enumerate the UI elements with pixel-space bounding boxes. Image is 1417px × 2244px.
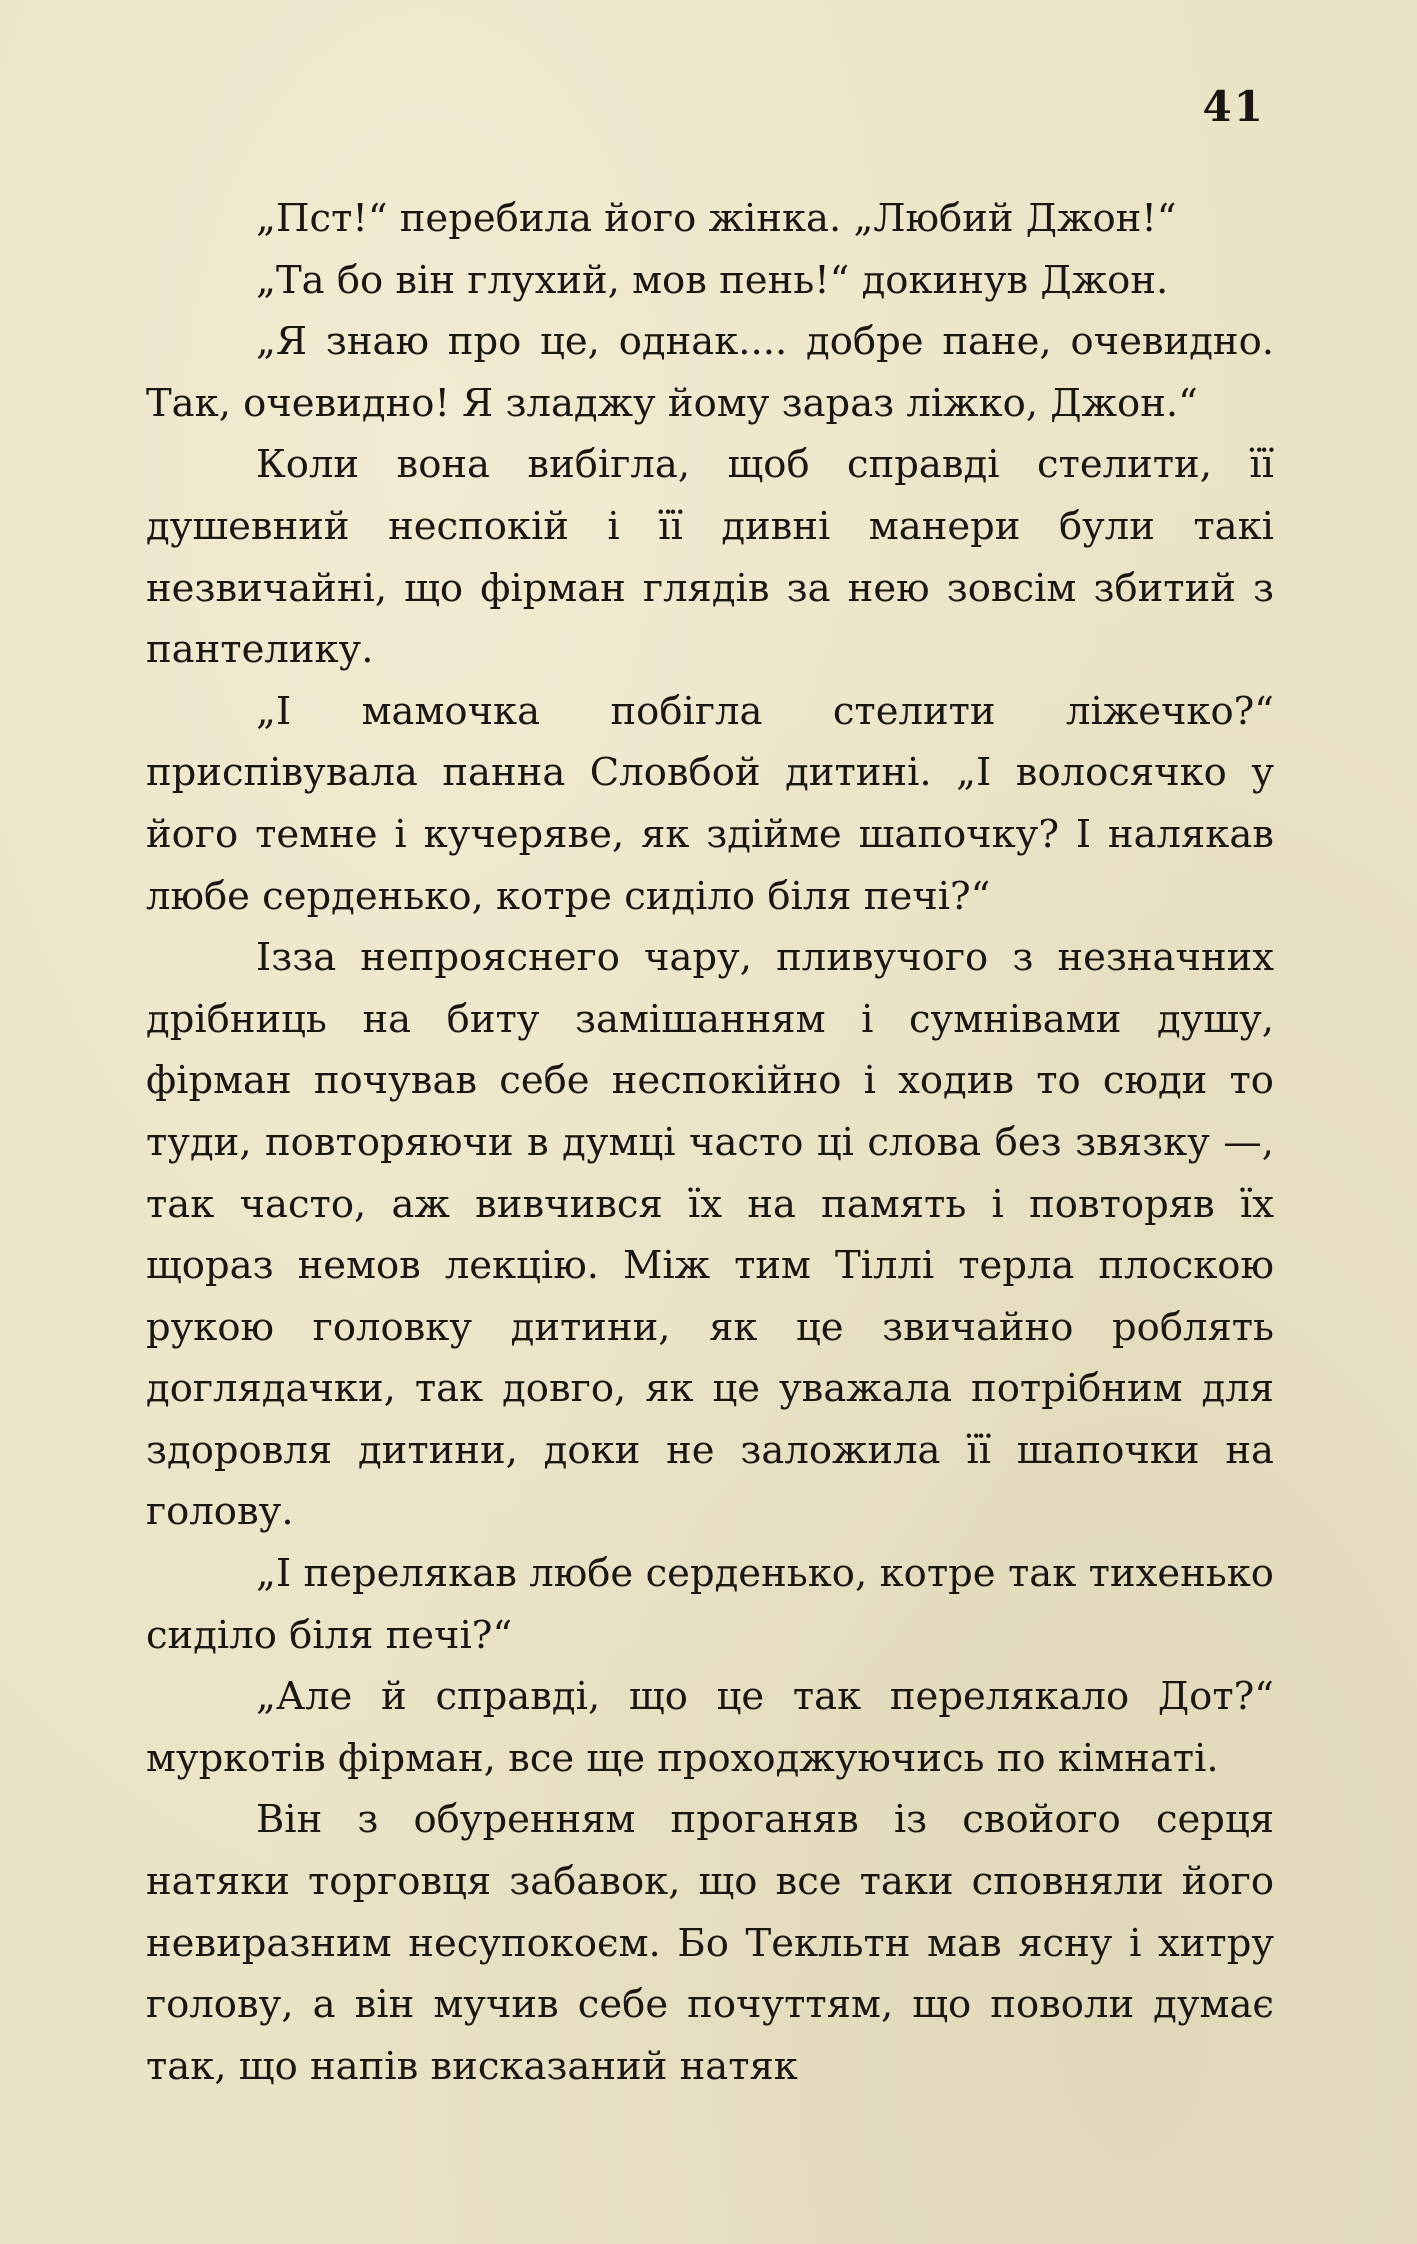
paragraph-5: „І мамочка побігла стелити ліжечко?“ приспівувала панна Словбой дитині. „І волосячко у його темне і кучеряве, як здійме шапочку? І налякав любе серденько, котре сиділо біля печі?“ (146, 688, 1274, 919)
paragraph-4: Коли вона вибігла, щоб справді стелити, її душевний неспокій і її дивні манери були такі незвичайні, що фірман глядів за нею зовсім збитий з пантелику. (146, 442, 1274, 673)
body-text (146, 188, 1274, 2097)
page-number: 41 (1202, 82, 1265, 131)
paragraph-7: „І перелякав любе серденько, котре так тихенько сиділо біля печі?“ (146, 1551, 1274, 1658)
paragraph-2: „Та бо він глухий, мов пень!“ докинув Джон. (256, 257, 1169, 303)
paragraph-8: „Але й справді, що це так перелякало Дот?“ муркотів фірман, все ще проходжуючись по кімнаті. (146, 1674, 1274, 1781)
paragraph-9: Він з обуренням проганяв із свойого серця натяки торговця забавок, що все таки сповняли його невиразним несупокоєм. Бо Текльтн мав ясну і хитру голову, а він мучив себе почуттям, що поволи думає так, що напів висказаний натяк (146, 1797, 1274, 2089)
paragraph-3: „Я знаю про це, однак.... добре пане, очевидно. Так, очевидно! Я зладжу йому зараз ліжко, Джон.“ (146, 319, 1274, 426)
paragraph-1: „Пст!“ перебила його жінка. „Любий Джон!“ (256, 196, 1177, 241)
paragraph-6: Ізза непрояснего чару, пливучого з незначних дрібниць на биту замішанням і сумнівами душу, фірман почував себе неспокійно і ходив то сюди то туди, повторяючи в думці часто ці слова без звязку —, так часто, аж вивчився їх на память і повторяв їх щораз немов лекцію. Між тим Тіллі терла плоскою рукою головку дитини, як це звичайно роблять доглядачки, так довго, як це уважала потрібним для здоровля дитини, доки не заложила її шапочки на голову. (146, 935, 1274, 1535)
